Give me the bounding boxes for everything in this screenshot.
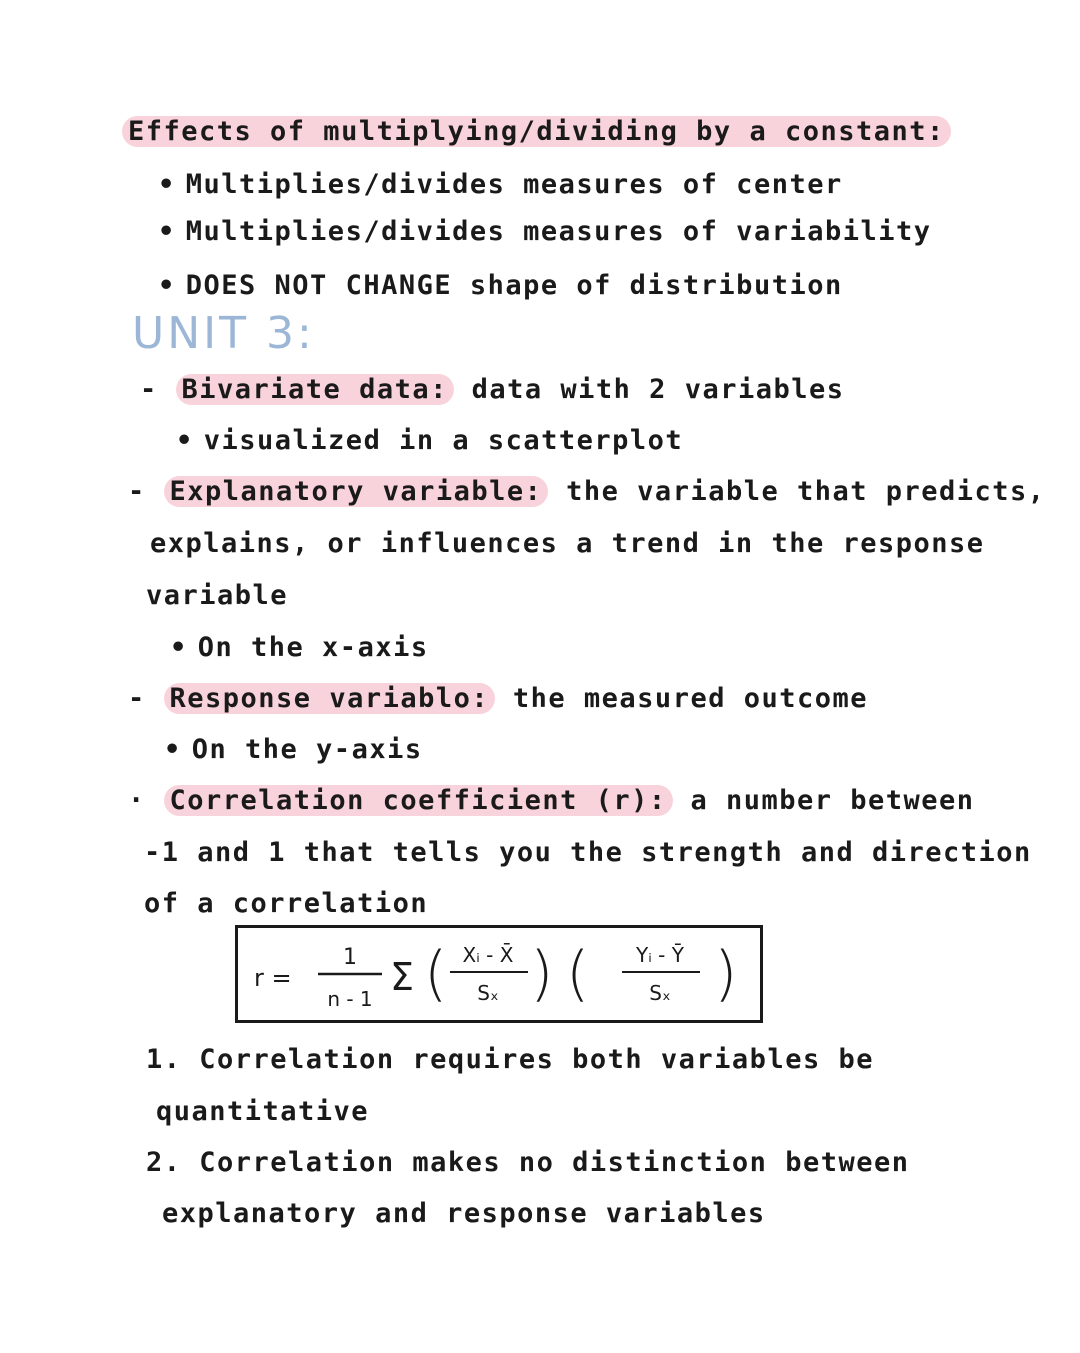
bivariate-term: Bivariate data: <box>176 374 454 405</box>
frac1-denominator: Sₓ <box>477 981 499 1005</box>
bivariate-sub <box>176 423 683 459</box>
sigma-icon: Σ <box>390 955 415 999</box>
effects-bullet-3-text: DOES NOT CHANGE shape of distribution <box>185 270 843 301</box>
note-2-line-2: explanatory and response variables <box>162 1198 766 1229</box>
bivariate-line <box>140 372 845 408</box>
dot-icon: · <box>128 785 164 816</box>
explanatory-definition-1: the variable that predicts, <box>566 476 1046 507</box>
frac1-numerator: Xᵢ - X̄ <box>462 943 514 967</box>
frac2-numerator: Yᵢ - Ȳ <box>636 943 684 967</box>
correlation-line <box>128 783 975 819</box>
correlation-formula <box>238 928 760 1020</box>
explanatory-sub <box>170 630 429 666</box>
close-paren-1: ) <box>530 939 554 1009</box>
response-term: Response variablo: <box>164 683 496 714</box>
explanatory-line <box>128 474 1046 510</box>
correlation-definition-1: a number between <box>690 785 975 816</box>
effects-heading: Effects of multiplying/dividing by a constant: <box>122 116 951 147</box>
bivariate-definition: data with 2 variables <box>471 374 845 405</box>
frac2-denominator: Sₓ <box>649 981 671 1005</box>
effects-heading-line <box>122 114 951 150</box>
response-sub-text: On the y-axis <box>191 734 423 765</box>
note-1-line-2: quantitative <box>156 1096 370 1127</box>
response-definition: the measured outcome <box>512 683 868 714</box>
dash-icon: - <box>128 683 164 714</box>
correlation-term: Correlation coefficient (r): <box>164 785 673 816</box>
bullet-icon: • <box>176 425 194 456</box>
unit-title: UNIT 3: <box>132 308 315 359</box>
correlation-definition-3: of a correlation <box>144 888 429 919</box>
correlation-definition-2: -1 and 1 that tells you the strength and direction <box>144 837 1032 868</box>
open-paren-1: ( <box>424 939 448 1009</box>
bivariate-sub-text: visualized in a scatterplot <box>203 425 684 456</box>
explanatory-definition-3: variable <box>146 580 289 611</box>
effects-bullet-3 <box>158 268 843 304</box>
formula-denominator: n - 1 <box>327 987 373 1011</box>
note-1-line-1: 1. Correlation requires both variables be <box>146 1044 874 1075</box>
dash-icon: - <box>128 476 164 507</box>
effects-bullet-2 <box>158 214 932 250</box>
correlation-formula-box <box>235 925 763 1023</box>
explanatory-definition-2: explains, or influences a trend in the response <box>150 528 985 559</box>
bullet-icon: • <box>164 734 182 765</box>
effects-bullet-2-text: Multiplies/divides measures of variability <box>185 216 932 247</box>
explanatory-sub-text: On the x-axis <box>197 632 429 663</box>
open-paren-2: ( <box>566 939 590 1009</box>
response-line <box>128 681 868 717</box>
explanatory-term: Explanatory variable: <box>164 476 549 507</box>
bullet-icon: • <box>158 270 176 301</box>
effects-bullet-1-text: Multiplies/divides measures of center <box>185 169 843 200</box>
dash-icon: - <box>140 374 176 405</box>
bullet-icon: • <box>158 169 176 200</box>
bullet-icon: • <box>170 632 188 663</box>
bullet-icon: • <box>158 216 176 247</box>
note-2-line-1: 2. Correlation makes no distinction between <box>146 1147 910 1178</box>
close-paren-2: ) <box>714 939 738 1009</box>
formula-numerator: 1 <box>343 945 357 970</box>
response-sub <box>164 732 423 768</box>
effects-bullet-1 <box>158 167 843 203</box>
formula-lhs: r = <box>254 964 292 992</box>
